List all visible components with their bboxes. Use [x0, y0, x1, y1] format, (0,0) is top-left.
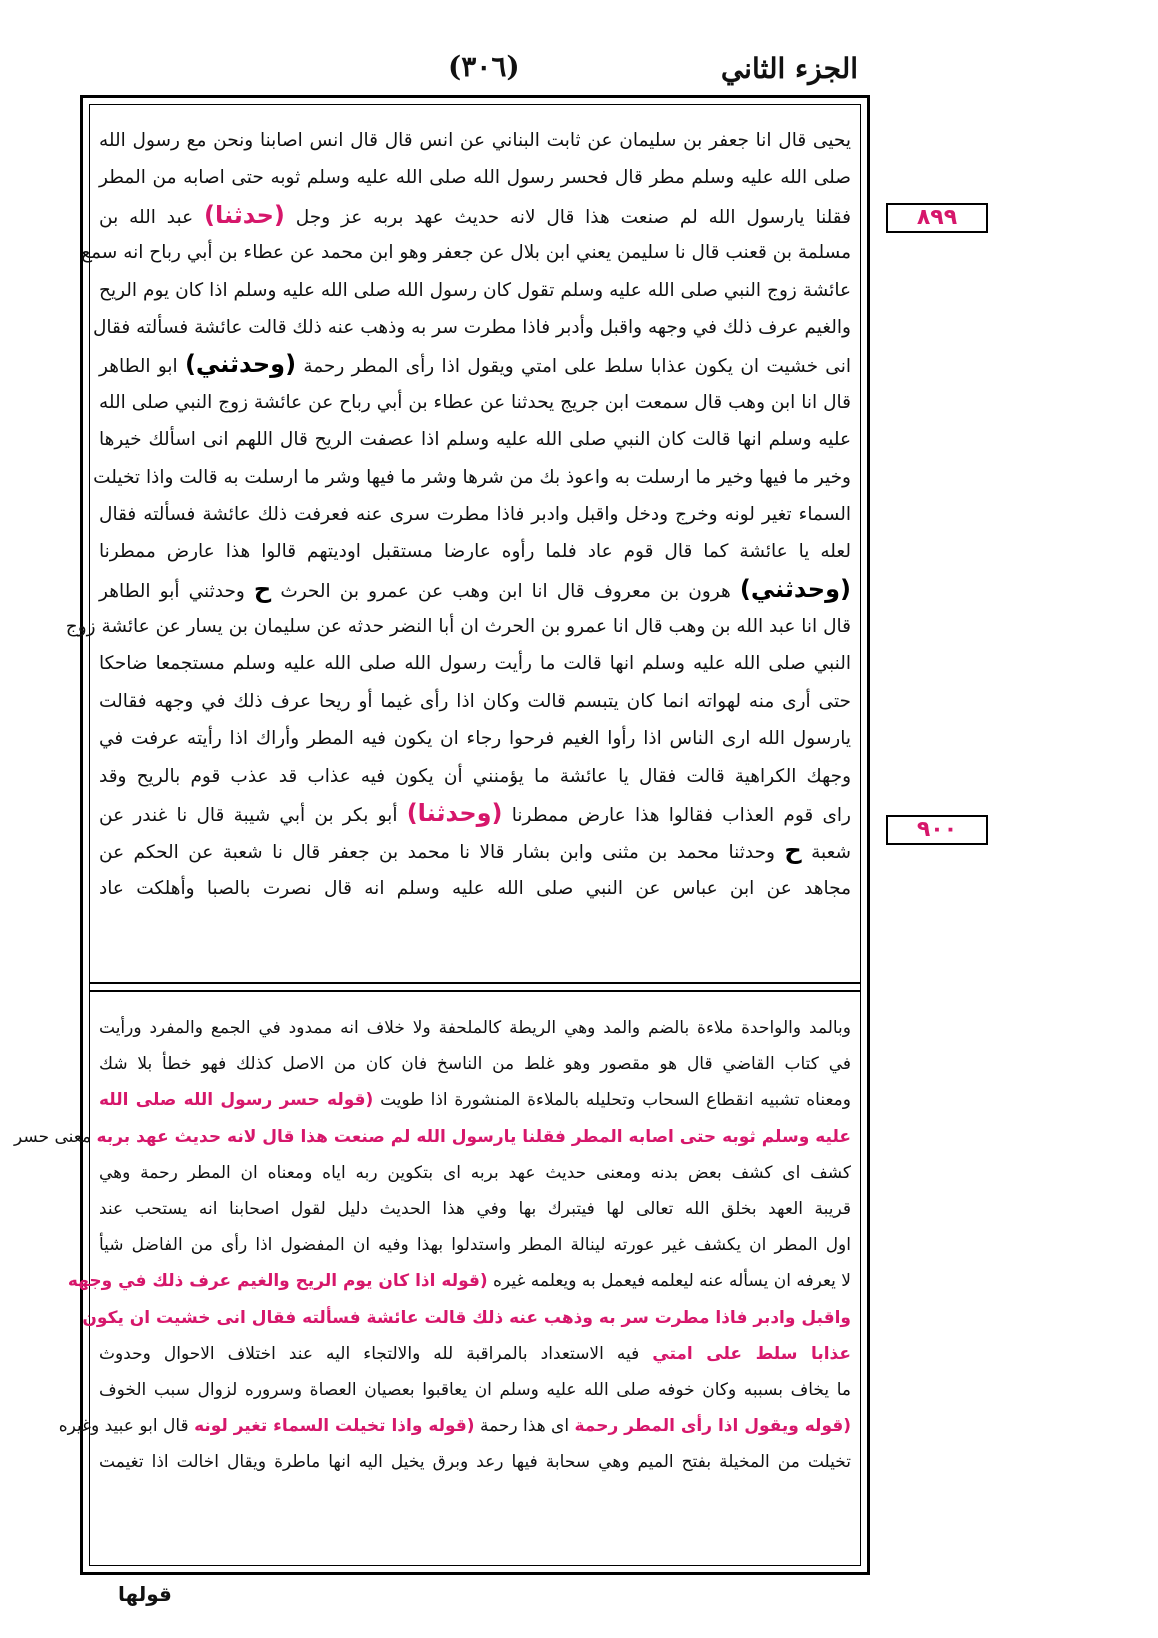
highlighted-phrase: (حدثنا): [203, 200, 285, 229]
text-segment: ابو الطاهر: [99, 356, 185, 378]
commentary-line: [99, 1082, 851, 1118]
highlighted-phrase: ح: [784, 836, 802, 865]
text-segment: مسلمة بن قعنب قال نا سليمن يعني ابن بلال عن جعفر وهو ابن محمد عن عطاء بن أبي رباح انه سمع: [81, 242, 851, 264]
text-line: [99, 758, 851, 795]
commentary-line: [99, 1227, 851, 1263]
text-segment: وحدثنا محمد بن مثنى وابن بشار قالا نا محمد بن جعفر قال نا شعبة عن الحكم عن: [99, 842, 785, 864]
text-line: [99, 159, 851, 196]
text-segment: فقلنا يارسول الله لم صنعت هذا قال لانه حديث عهد بربه عز وجل: [284, 206, 851, 228]
text-segment: انى خشيت ان يكون عذابا سلط على امتي ويقول اذا رأى المطر رحمة: [296, 356, 851, 378]
text-line: [81, 234, 851, 271]
main-hadith-text: [65, 122, 851, 952]
text-segment: معنى حسر: [14, 1126, 97, 1147]
text-segment: وحدثني أبو الطاهر: [99, 580, 254, 602]
commentary-line: [67, 1263, 851, 1299]
highlighted-phrase: (قوله حسر رسول الله صلى الله: [99, 1090, 374, 1111]
text-line: [99, 496, 851, 533]
part-label: الجزء الثاني: [720, 52, 858, 85]
page-number: (٣٠٦): [448, 50, 520, 83]
text-line: [99, 795, 851, 832]
hadith-number-box: ٩٠٠: [886, 815, 988, 845]
text-segment: عائشة زوج النبي صلى الله عليه وسلم تقول كان رسول الله صلى الله عليه وسلم اذا كان يوم الريح: [99, 279, 851, 301]
highlighted-phrase: عليه وسلم ثوبه حتى اصابه المطر فقلنا يارسول الله لم صنعت هذا قال لانه حديث عهد بربه: [96, 1126, 851, 1147]
text-segment: النبي صلى الله عليه وسلم انها قالت ما رأيت رسول الله صلى الله عليه وسلم مستجمعا ضاحكا: [99, 653, 851, 675]
text-segment: قال ابو عبيد وغيره: [58, 1416, 195, 1437]
text-line: [99, 533, 851, 570]
text-line: [99, 683, 851, 720]
highlighted-phrase: (قوله ويقول اذا رأى المطر رحمة: [574, 1416, 851, 1437]
text-line: [99, 870, 851, 907]
commentary-text: [14, 1010, 851, 1550]
text-segment: عبد الله بن: [99, 206, 204, 228]
hadith-number-box: ٨٩٩: [886, 203, 988, 233]
text-segment: راى قوم العذاب فقالوا هذا عارض ممطرنا: [502, 805, 851, 827]
commentary-line: [99, 1336, 851, 1372]
text-segment: عليه وسلم انها قالت كان النبي صلى الله عليه وسلم اذا عصفت الريح قال اللهم انى اسألك خيرها: [99, 429, 851, 451]
text-line: [93, 459, 851, 496]
text-segment: شعبة: [801, 842, 851, 864]
text-line: [99, 421, 851, 458]
commentary-line: [82, 1300, 851, 1336]
commentary-line: [99, 1010, 851, 1046]
text-segment: قال انا عبد الله بن وهب قال انا عمرو بن الحرث ان أبا النضر حدثه عن سليمان بن يسار عن عائشة زوج: [65, 616, 851, 638]
highlighted-phrase: (وحدثني): [184, 350, 297, 379]
text-segment: صلى الله عليه وسلم مطر قال فحسر رسول الله صلى الله عليه وسلم ثوبه حتى اصابه من المطر: [99, 167, 851, 189]
text-segment: فيه الاستعداد بالمراقبة لله والالتجاء اليه عند اختلاف الاحوال وحدوث: [99, 1343, 653, 1364]
commentary-line: [14, 1119, 851, 1155]
text-segment: ما يخاف بسببه وكان خوفه صلى الله عليه وسلم ان يعاقبوا بعصيان العصاة وسروره لزوال سبب الخوف: [99, 1379, 851, 1400]
text-line: [99, 197, 851, 234]
text-segment: اول المطر ان يكشف غير عورته لينالة المطر واستدلوا بهذا وفيه ان المفضول اذا رأى من الفاضل شيأ: [99, 1235, 851, 1256]
highlighted-phrase: (قوله واذا تخيلت السماء تغير لونه: [194, 1416, 475, 1437]
text-line: [99, 571, 851, 608]
text-segment: والغيم عرف ذلك في وجهه واقبل وأدبر فاذا مطرت سر به وذهب عنه ذلك قالت عائشة فسألته فقال: [92, 316, 851, 338]
text-segment: تخيلت من المخيلة بفتح الميم وهي سحابة فيها رعد وبرق يخيل اليه انها ماطرة ويقال اخالت اذا تغيمت: [99, 1452, 851, 1473]
text-segment: وجهك الكراهية قالت فقال يا عائشة ما يؤمنني أن يكون فيه عذاب قد عذب قوم بالريح وقد: [99, 765, 851, 787]
text-segment: هرون بن معروف قال انا ابن وهب عن عمرو بن الحرث: [271, 580, 740, 602]
text-segment: وخير ما فيها وخير ما ارسلت به واعوذ بك من شرها وشر ما فيها وشر ما ارسلت به قالت واذا تخيلت: [93, 466, 851, 488]
text-segment: السماء تغير لونه وخرج ودخل واقبل وادبر فاذا مطرت سرى عنه فعرفت ذلك عائشة فسألته فقال: [99, 503, 851, 525]
highlighted-phrase: عذابا سلط على امتي: [652, 1343, 851, 1364]
text-line: [99, 645, 851, 682]
highlighted-phrase: (وحدثني): [739, 574, 851, 603]
highlighted-phrase: ح: [253, 574, 272, 603]
text-line: [92, 309, 851, 346]
commentary-line: [99, 1444, 851, 1480]
commentary-line: [99, 1372, 851, 1408]
commentary-line: [99, 1155, 851, 1191]
text-line: [99, 122, 851, 159]
highlighted-phrase: (قوله اذا كان يوم الريح والغيم عرف ذلك في وجهه: [67, 1271, 488, 1292]
text-segment: لا يعرفه ان يسأله عنه ليعلمه فيعمل به ويعلمه غيره: [487, 1271, 851, 1292]
text-segment: قال انا ابن وهب قال سمعت ابن جريج يحدثنا عن عطاء بن أبي رباح عن عائشة زوج النبي صلى الله: [99, 391, 851, 413]
text-segment: يحيى قال انا جعفر بن سليمان عن ثابت البناني عن انس قال قال انس اصابنا ونحن مع رسول الله: [99, 130, 851, 151]
text-segment: كشف اى كشف بعض بدنه ومعنى حديث عهد بربه اى بتكوين ربه اياه ومعناه ان المطر رحمة وهي: [99, 1162, 851, 1183]
page-header: [0, 46, 1158, 94]
text-line: [99, 346, 851, 383]
commentary-line: [58, 1408, 851, 1444]
text-segment: أبو بكر بن أبي شيبة قال نا غندر عن: [99, 805, 407, 827]
text-segment: يارسول الله ارى الناس اذا رأوا الغيم فرحوا رجاء ان يكون فيه المطر وأراك اذا رأيته عرفت في: [99, 728, 851, 750]
text-segment: مجاهد عن ابن عباس عن النبي صلى الله عليه وسلم انه قال نصرت بالصبا وأهلكت عاد: [99, 877, 851, 899]
text-segment: لعله يا عائشة كما قال قوم عاد فلما رأوه عارضا مستقبل اوديتهم قالوا هذا عارض ممطرنا: [99, 541, 851, 563]
text-line: [65, 608, 851, 645]
commentary-line: [99, 1191, 851, 1227]
text-segment: وبالمد والواحدة ملاءة بالضم والمد وهي الريطة كالملحفة ولا خلاف انه ممدود في الجمع والمفرد ورأيت: [99, 1018, 851, 1038]
text-line: [99, 384, 851, 421]
catchword: قولها: [118, 1582, 172, 1606]
text-line: [99, 832, 851, 869]
text-segment: حتى أرى منه لهواته انما كان يتبسم قالت وكان اذا رأى غيما أو ريحا عرف ذلك في وجهه فقالت: [99, 690, 851, 712]
text-line: [99, 720, 851, 757]
section-divider: [89, 982, 861, 992]
highlighted-phrase: (وحدثنا): [406, 799, 503, 828]
text-line: [99, 272, 851, 309]
text-frame: [14, 95, 870, 1575]
text-segment: قريبة العهد بخلق الله تعالى لها فيتبرك بها وفي هذا الحديث دليل لقول اصحابنا انه يستحب عند: [99, 1198, 851, 1219]
text-segment: ومعناه تشبيه انقطاع السحاب وتحليله بالملاءة المنشورة اذا طويت: [373, 1090, 851, 1111]
highlighted-phrase: واقبل وادبر فاذا مطرت سر به وذهب عنه ذلك قالت عائشة فسألته فقال انى خشيت ان يكون: [82, 1307, 851, 1328]
text-segment: اى هذا رحمة: [474, 1416, 575, 1437]
text-segment: في كتاب القاضي قال هو مقصور وهو غلط من الناسخ فان كان من الاصل كذلك فهو خطأ بلا شك: [99, 1054, 851, 1075]
commentary-line: [99, 1046, 851, 1082]
